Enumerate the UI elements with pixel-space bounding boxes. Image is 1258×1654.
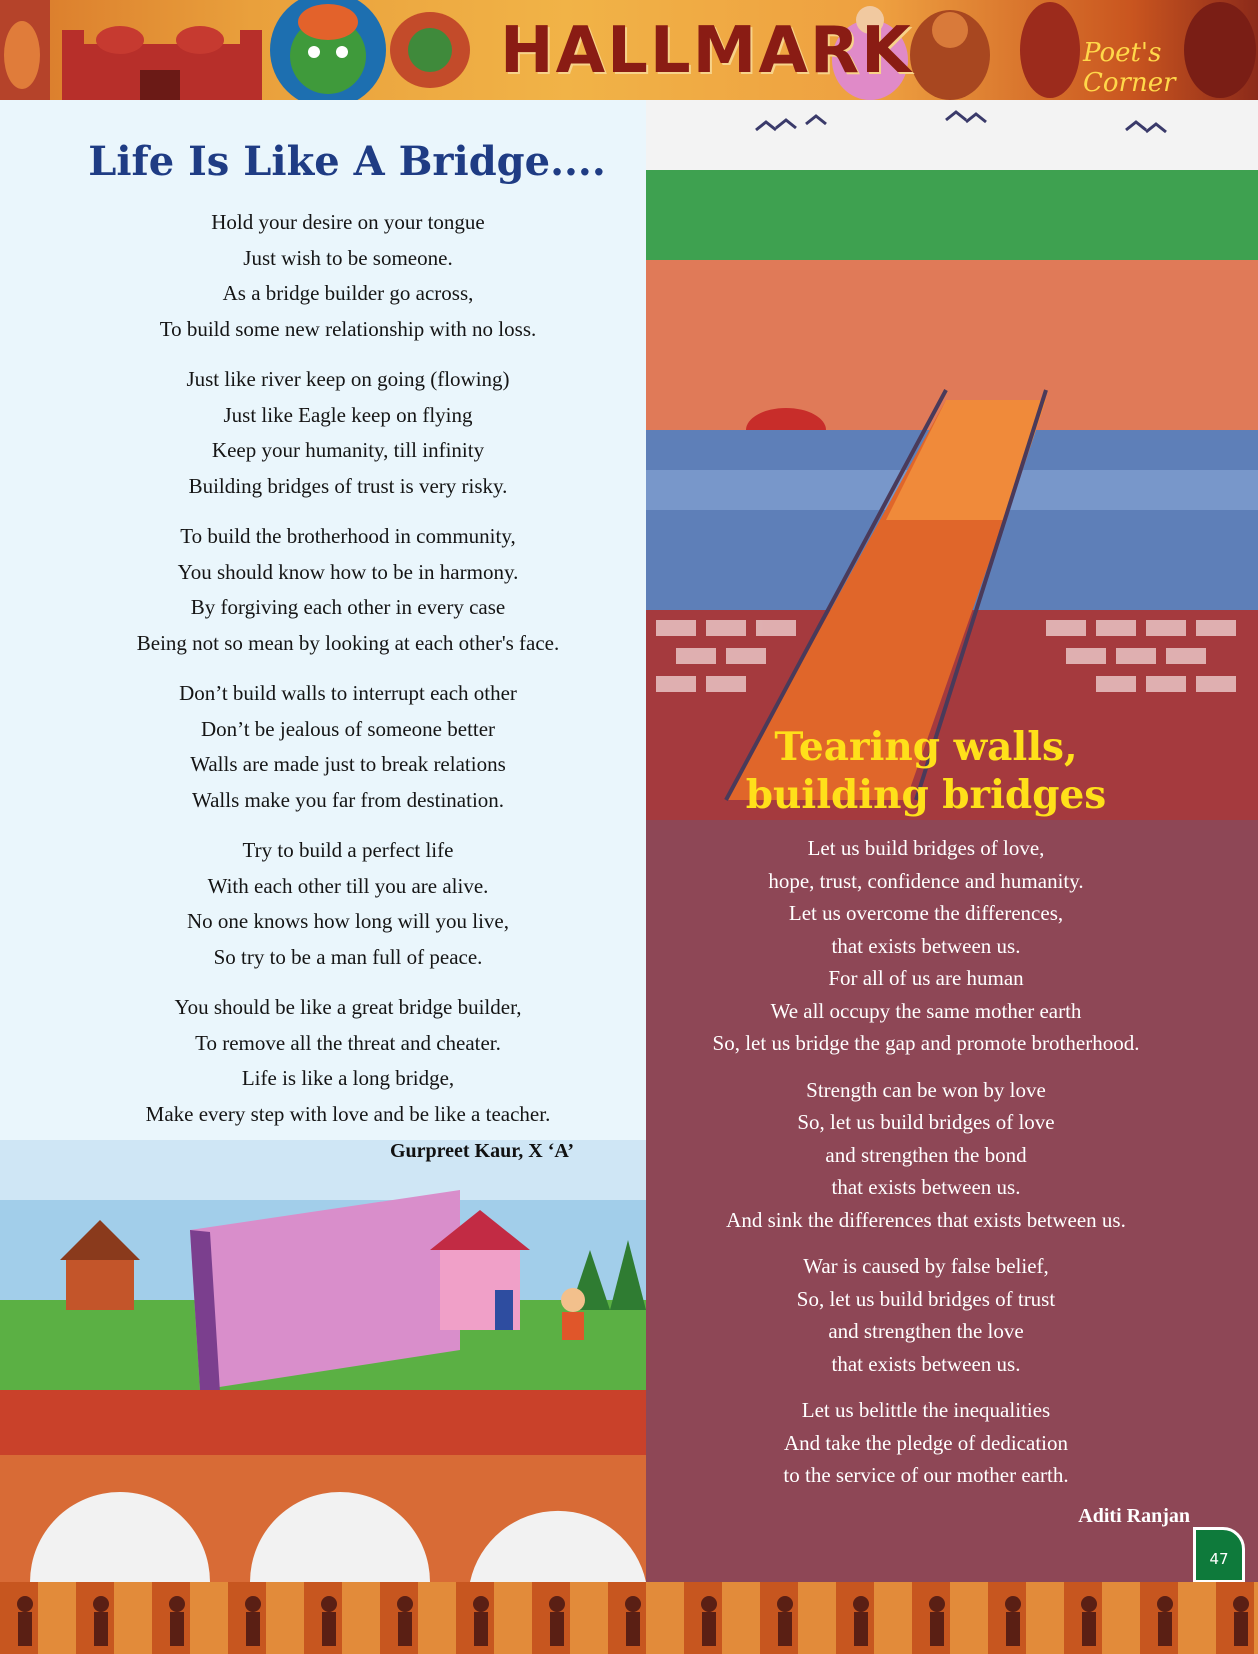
poem-line: By forgiving each other in every case xyxy=(190,595,506,619)
poem-line: So, let us build bridges of trust xyxy=(796,1286,1056,1311)
poem-line: hope, trust, confidence and humanity. xyxy=(768,868,1084,893)
poem-line: No one knows how long will you live, xyxy=(187,909,509,933)
stanza xyxy=(98,362,598,504)
bridge-village-drawing xyxy=(0,1100,646,1582)
poem-right-author: Aditi Ranjan xyxy=(1078,1505,1190,1527)
poem-line: Just like river keep on going (flowing) xyxy=(186,367,510,391)
poem-line: You should be like a great bridge builder, xyxy=(174,995,522,1019)
poem-line: As a bridge builder go across, xyxy=(222,281,474,305)
poem-line: Make every step with love and be like a teacher. xyxy=(145,1101,551,1126)
stanza xyxy=(98,205,598,347)
poem-line: Life is like a long bridge, xyxy=(241,1066,455,1090)
poem-line: For all of us are human xyxy=(828,966,1024,990)
page-number: 47 xyxy=(1193,1527,1245,1583)
stanza xyxy=(646,1074,1206,1237)
poem-line: Let us overcome the differences, xyxy=(788,901,1064,925)
stanza xyxy=(98,676,598,818)
poem-line: Walls are made just to break relations xyxy=(190,752,506,776)
poem-line: And take the pledge of dedication xyxy=(784,1430,1068,1455)
poem-line: to the service of our mother earth. xyxy=(783,1463,1069,1487)
poem-line: To remove all the threat and cheater. xyxy=(195,1030,501,1055)
stanza xyxy=(646,1250,1206,1380)
stanza xyxy=(646,1394,1206,1492)
poem-line: War is caused by false belief, xyxy=(803,1254,1049,1278)
stanza xyxy=(98,990,598,1132)
poem-line: Building bridges of trust is very risky. xyxy=(188,473,508,498)
poem-line: and strengthen the bond xyxy=(825,1142,1027,1167)
river-bridge-painting xyxy=(646,100,1258,820)
poem-line: Being not so mean by looking at each other's face. xyxy=(136,630,560,655)
section-label: Poet's Corner xyxy=(1083,38,1176,98)
poem-left-body xyxy=(98,205,598,1147)
poem-right-title xyxy=(646,723,1206,819)
poem-line: Just wish to be someone. xyxy=(243,245,453,270)
poem-left-author: Gurpreet Kaur, X ‘A’ xyxy=(389,1140,574,1162)
stanza xyxy=(646,832,1206,1060)
dancers-pattern xyxy=(0,1582,1258,1654)
poem-left-title: Life Is Like A Bridge.... xyxy=(88,138,606,185)
poem-line: Walls make you far from destination. xyxy=(191,787,505,812)
poem-right-body xyxy=(646,832,1206,1506)
poem-line: that exists between us. xyxy=(831,933,1021,958)
brand-title: HALLMARK xyxy=(500,14,913,88)
title-line: Tearing walls, xyxy=(774,724,1078,770)
stanza xyxy=(98,519,598,661)
poem-line: And sink the differences that exists between us. xyxy=(726,1207,1126,1232)
poem-line: So try to be a man full of peace. xyxy=(213,944,483,969)
poem-line: To build the brotherhood in community, xyxy=(180,524,516,548)
poem-line: To build some new relationship with no loss. xyxy=(159,316,537,341)
poem-line: You should know how to be in harmony. xyxy=(177,559,519,584)
poem-line: Try to build a perfect life xyxy=(242,838,454,862)
poem-line: So, let us bridge the gap and promote brotherhood. xyxy=(712,1031,1140,1055)
poem-line: Let us build bridges of love, xyxy=(807,836,1045,860)
poem-line: Strength can be won by love xyxy=(806,1077,1046,1102)
title-line: building bridges xyxy=(745,772,1107,818)
poem-line: that exists between us. xyxy=(831,1175,1021,1199)
poem-line: Don’t build walls to interrupt each other xyxy=(179,681,517,705)
poem-line: So, let us build bridges of love xyxy=(797,1110,1055,1134)
poem-line: Don’t be jealous of someone better xyxy=(200,716,496,741)
stanza xyxy=(98,833,598,975)
poem-line: Keep your humanity, till infinity xyxy=(211,438,485,462)
poem-line: and strengthen the love xyxy=(828,1319,1024,1343)
poem-line: Hold your desire on your tongue xyxy=(211,210,485,234)
poem-line: Let us belittle the inequalities xyxy=(801,1398,1051,1422)
poem-line: that exists between us. xyxy=(831,1351,1021,1376)
poem-line: With each other till you are alive. xyxy=(207,873,489,898)
header-banner xyxy=(0,0,1258,100)
poem-line: Just like Eagle keep on flying xyxy=(223,402,473,427)
poem-line: We all occupy the same mother earth xyxy=(770,998,1082,1023)
footer-folk-border xyxy=(0,1582,1258,1654)
